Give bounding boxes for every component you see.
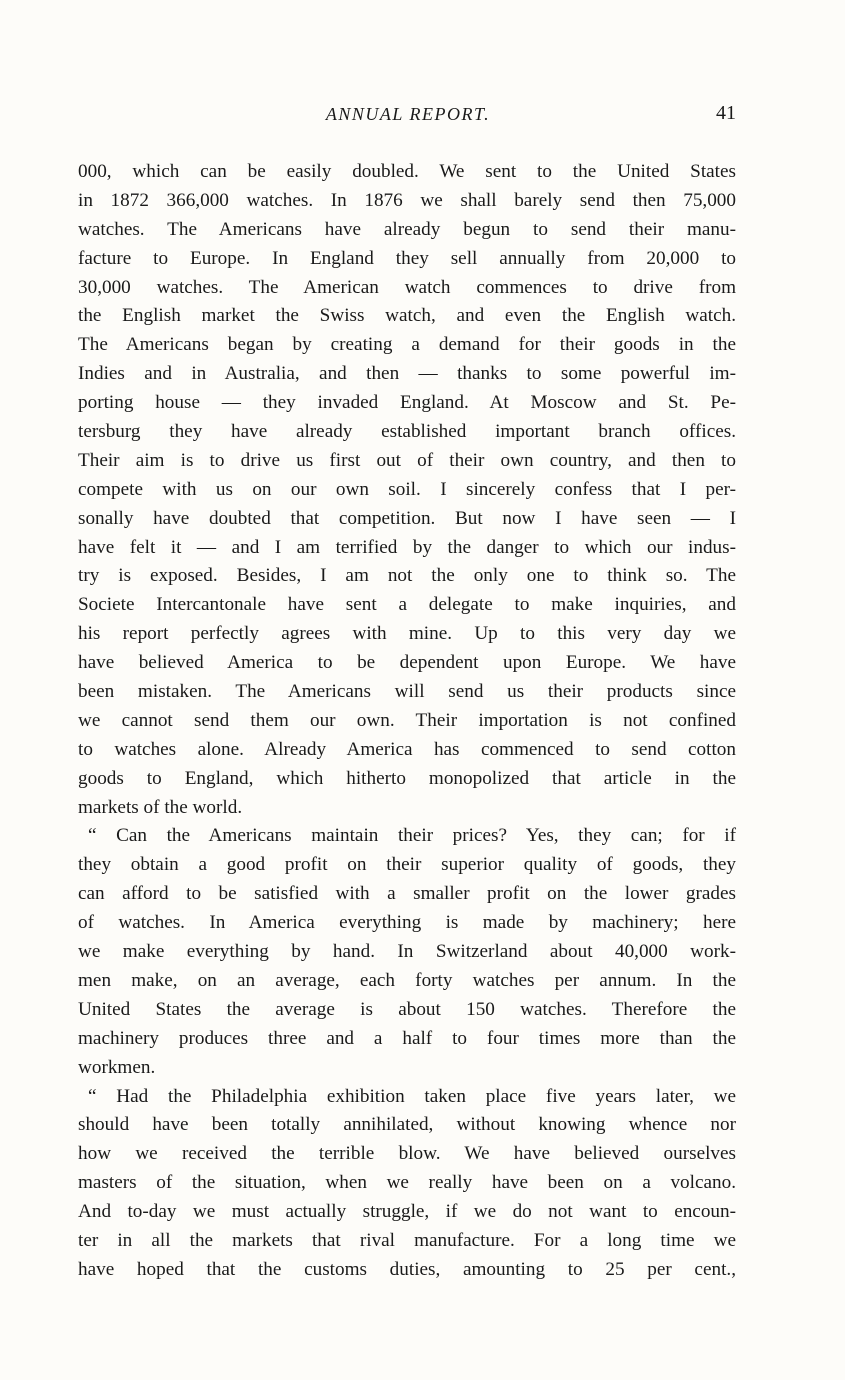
text-line: in 1872 366,000 watches. In 1876 we shall barely send then 75,000	[78, 189, 736, 211]
paragraph-2	[78, 822, 736, 1082]
text-line: compete with us on our own soil. I sincerely confess that I per-	[78, 478, 736, 500]
text-line: been mistaken. The Americans will send us their products since	[78, 681, 736, 703]
text-line: workmen.	[78, 1056, 156, 1078]
text-line: Their aim is to drive us first out of their own country, and then to	[78, 449, 736, 471]
text-line: watches. The Americans have already begun to send their manu-	[78, 218, 736, 240]
text-line: should have been totally annihilated, without knowing whence nor	[78, 1114, 736, 1136]
paragraph-3	[78, 1083, 736, 1285]
text-line: “ Can the Americans maintain their prices? Yes, they can; for if	[88, 825, 736, 847]
text-line: markets of the world.	[78, 796, 243, 818]
running-head	[78, 102, 738, 132]
text-line: his report perfectly agrees with mine. Up to this very day we	[78, 623, 736, 645]
body-text	[78, 158, 736, 1285]
page-number: 41	[716, 102, 736, 124]
text-line: how we received the terrible blow. We have believed ourselves	[78, 1143, 736, 1165]
text-line: they obtain a good profit on their superior quality of goods, they	[78, 854, 736, 876]
text-line: have hoped that the customs duties, amounting to 25 per cent.,	[78, 1258, 736, 1280]
text-line: ter in all the markets that rival manufacture. For a long time we	[78, 1229, 736, 1251]
text-line: can afford to be satisfied with a smaller profit on the lower grades	[78, 883, 736, 905]
paragraph-1	[78, 158, 736, 822]
text-line: have felt it — and I am terrified by the danger to which our indus-	[78, 536, 736, 558]
text-line: machinery produces three and a half to four times more than the	[78, 1027, 736, 1049]
text-line: United States the average is about 150 watches. Therefore the	[78, 998, 736, 1020]
text-line: of watches. In America everything is made by machinery; here	[78, 912, 736, 934]
text-line: we cannot send them our own. Their importation is not confined	[78, 709, 736, 731]
text-line: Societe Intercantonale have sent a delegate to make inquiries, and	[78, 594, 736, 616]
text-line: masters of the situation, when we really have been on a volcano.	[78, 1172, 736, 1194]
text-line: 000, which can be easily doubled. We sent to the United States	[78, 161, 736, 182]
text-line: the English market the Swiss watch, and even the English watch.	[78, 305, 736, 327]
text-line: men make, on an average, each forty watches per annum. In the	[78, 969, 736, 991]
text-line: Indies and in Australia, and then — thanks to some powerful im-	[78, 363, 736, 385]
text-line: sonally have doubted that competition. But now I have seen — I	[78, 507, 736, 529]
text-line: The Americans began by creating a demand for their goods in the	[78, 334, 736, 356]
text-line: porting house — they invaded England. At Moscow and St. Pe-	[78, 392, 736, 414]
text-line: to watches alone. Already America has commenced to send cotton	[78, 738, 736, 760]
text-line: try is exposed. Besides, I am not the only one to think so. The	[78, 565, 736, 587]
text-line: we make everything by hand. In Switzerland about 40,000 work-	[78, 941, 736, 963]
running-title: ANNUAL REPORT.	[325, 104, 491, 124]
text-line: goods to England, which hitherto monopolized that article in the	[78, 767, 736, 789]
text-line: “ Had the Philadelphia exhibition taken place five years later, we	[88, 1085, 736, 1107]
text-line: have believed America to be dependent upon Europe. We have	[78, 652, 736, 674]
text-line: tersburg they have already established important branch offices.	[78, 421, 736, 443]
text-line: facture to Europe. In England they sell annually from 20,000 to	[78, 247, 736, 269]
text-line: And to-day we must actually struggle, if we do not want to encoun-	[78, 1201, 736, 1223]
text-line: 30,000 watches. The American watch commences to drive from	[78, 276, 736, 298]
